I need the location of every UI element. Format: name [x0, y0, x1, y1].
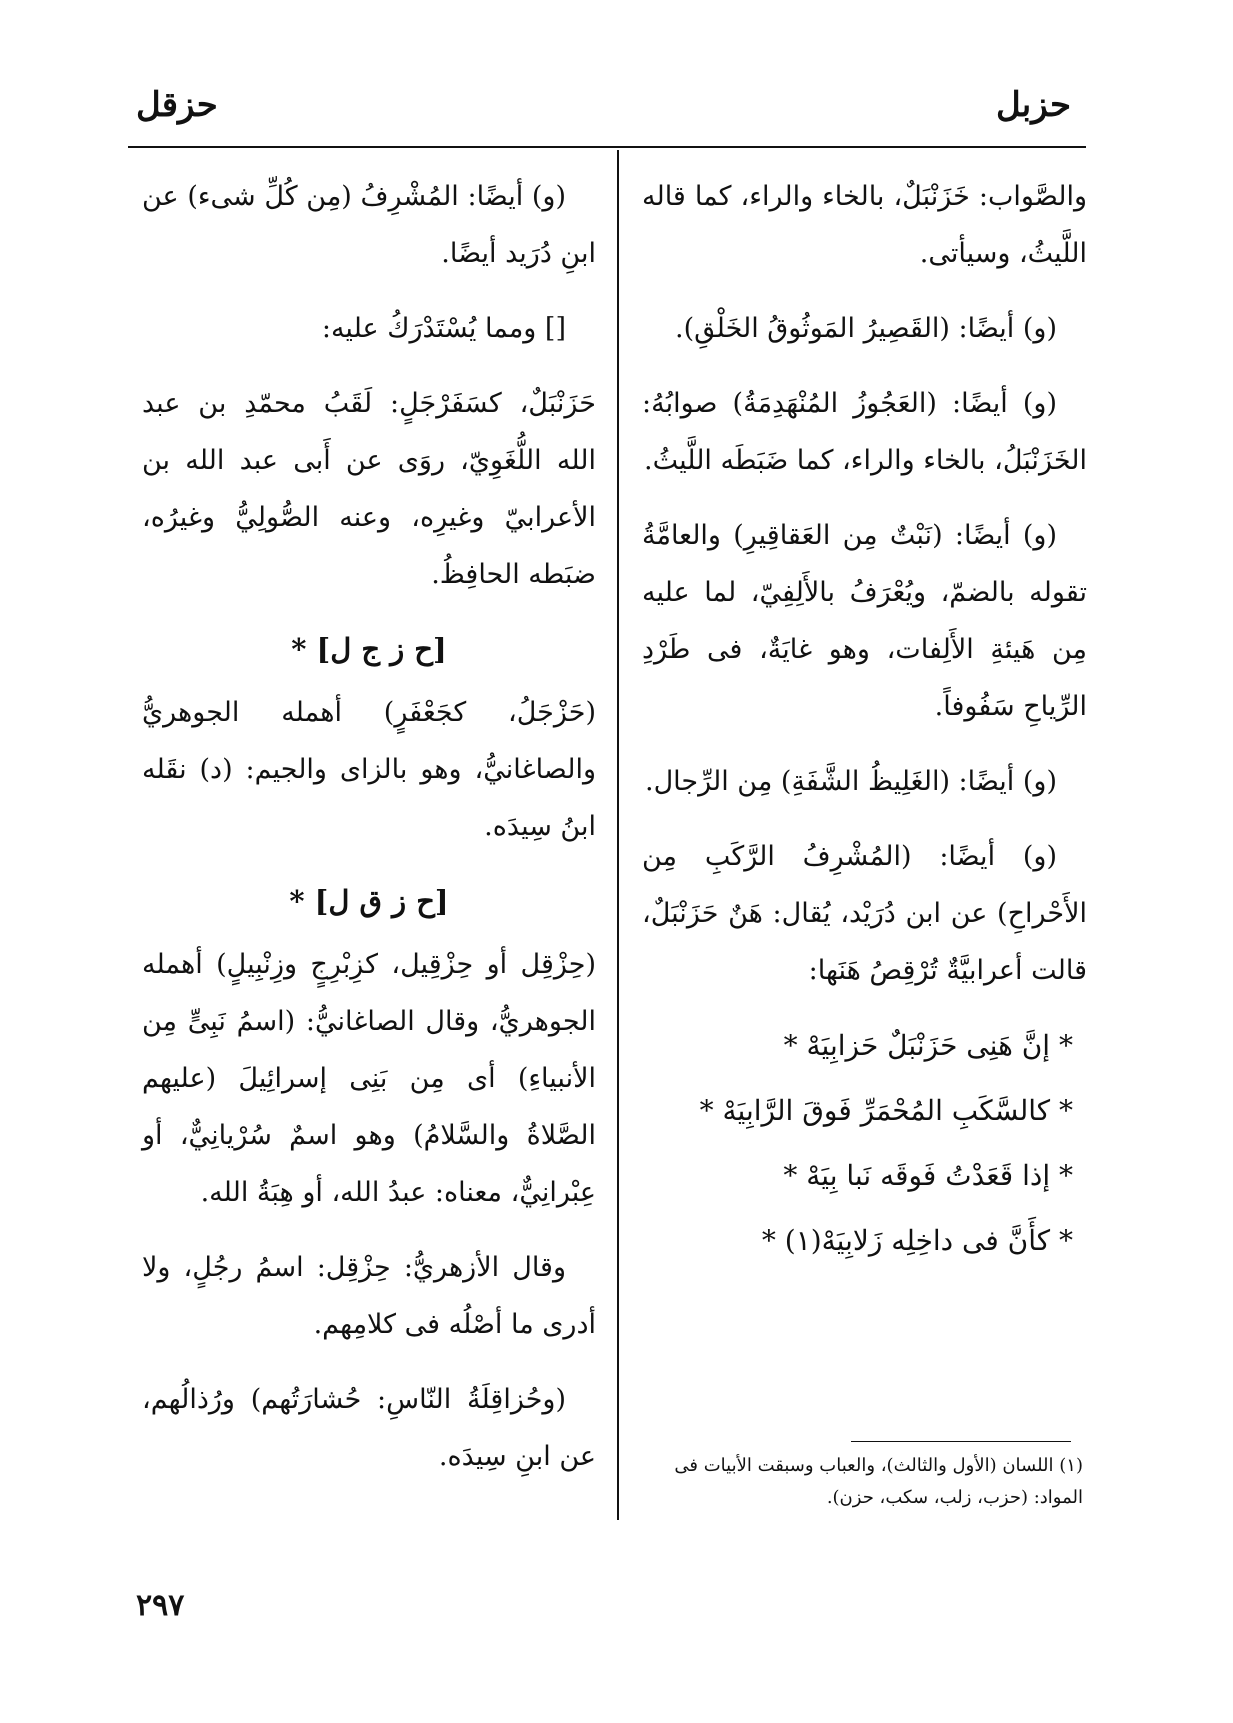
left-paragraph: حَزَنْبَلٌ، كسَفَرْجَلٍ: لَقَبُ محمّدِ بن عبد الله اللُّغَوِيّ، روَى عن أَبى عبد الله بن الأعرابيّ وغيرِه، وعنه الصُّولِيُّ وغيرُه، ضبَطه الحافِظُ.: [142, 388, 596, 590]
running-head-left: حزقل: [136, 85, 218, 125]
header-rule: [128, 146, 1086, 148]
footnote-rule: [851, 1441, 1071, 1442]
left-paragraph: (حِزْقِل أو حِزْقِيل، كزِبْرِجٍ وزِنْبِيلٍ) أهمله الجوهريُّ، وقال الصاغانيُّ: (اسمُ نَبِىٍّ مِن الأنبياءِ) أى مِن بَنِى إسرائِيلَ (عليهم الصَّلاةُ والسَّلامُ) وهو اسمٌ سُرْيانِيٌّ، أو عِبْرانِيٌّ، معناه: عبدُ الله، أو هِبَةُ الله.: [142, 949, 596, 1208]
verse-line: * كالسَّكَبِ المُحْمَرِّ فَوقَ الرَّابِيَهْ *: [699, 1094, 1073, 1127]
entry-heading: [ح ز ج ل] *: [291, 632, 447, 666]
verse-line: * إنَّ هَنِى حَزَنْبَلٌ حَزابِيَهْ *: [783, 1029, 1073, 1062]
running-head-right: حزبل: [996, 85, 1071, 125]
column-divider: [617, 150, 619, 1520]
footnote: (١) اللسان (الأول والثالث)، والعباب وسبقت الأبيات فى المواد: (حزب، زلب، سكب، حزن).: [674, 1455, 1083, 1508]
right-paragraph: والصَّواب: خَزَنْبَلٌ، بالخاء والراء، كما قاله اللَّيثُ، وسيأتى.: [642, 181, 1087, 269]
left-paragraph: وقال الأزهريُّ: حِزْقِل: اسمُ رجُلٍ، ولا أدرى ما أصْلُه فى كلامِهم.: [142, 1252, 596, 1340]
left-paragraph: (و) أيضًا: المُشْرِفُ (مِن كُلِّ شىء) عن ابنِ دُرَيد أيضًا.: [142, 181, 596, 269]
verse-line: * إذا قَعَدْتُ فَوقَه نَبا بِيَهْ *: [783, 1159, 1073, 1192]
right-column: [642, 168, 1087, 1277]
left-paragraph: (وحُزاقِلَةُ النّاسِ: حُشارَتُهم) ورُذالُهم، عن ابنِ سِيدَه.: [142, 1384, 596, 1472]
left-paragraph: (حَزْجَلُ، كجَعْفَرٍ) أهمله الجوهريُّ والصاغانيُّ، وهو بالزاى والجيم: (د) نقَله ابنُ سِيدَه.: [142, 697, 596, 842]
left-column: [142, 168, 596, 1503]
entry-heading: [ح ز ق ل] *: [289, 884, 449, 918]
verse-line: * كأَنَّ فى داخِلِه زَلابِيَهْ(١) *: [761, 1224, 1073, 1257]
right-paragraph: (و) أيضًا: (الغَلِيظُ الشَّفَةِ) مِن الرِّجال.: [644, 766, 1057, 797]
right-paragraph: (و) أيضًا: (القَصِيرُ المَوثُوقُ الخَلْقِ).: [675, 313, 1057, 344]
page-number: ٢٩٧: [136, 1588, 185, 1623]
left-paragraph: [] ومما يُسْتَدْرَكُ عليه:: [321, 313, 566, 344]
right-paragraph: (و) أيضًا: (المُشْرِفُ الرَّكَبِ مِن الأَحْراحِ) عن ابن دُرَيْد، يُقال: هَنٌ حَزَنْبَلٌ، قالت أعرابيَّةٌ تُرْقِصُ هَنَها:: [642, 841, 1087, 986]
right-paragraph: (و) أيضًا: (نَبْتٌ مِن العَقاقِيرِ) والعامَّةُ تقوله بالضمّ، ويُعْرَفُ بالأَلِفِيّ، لما عليه مِن هَيئةِ الأَلِفات، وهو غايَةٌ، فى طَرْدِ الرِّياحِ سَفُوفاً.: [642, 520, 1087, 722]
right-paragraph: (و) أيضًا: (العَجُوزُ المُنْهَدِمَةُ) صوابُهُ: الخَزَنْبَلُ، بالخاء والراء، كما ضَبَطَه اللَّيثُ.: [642, 388, 1087, 476]
